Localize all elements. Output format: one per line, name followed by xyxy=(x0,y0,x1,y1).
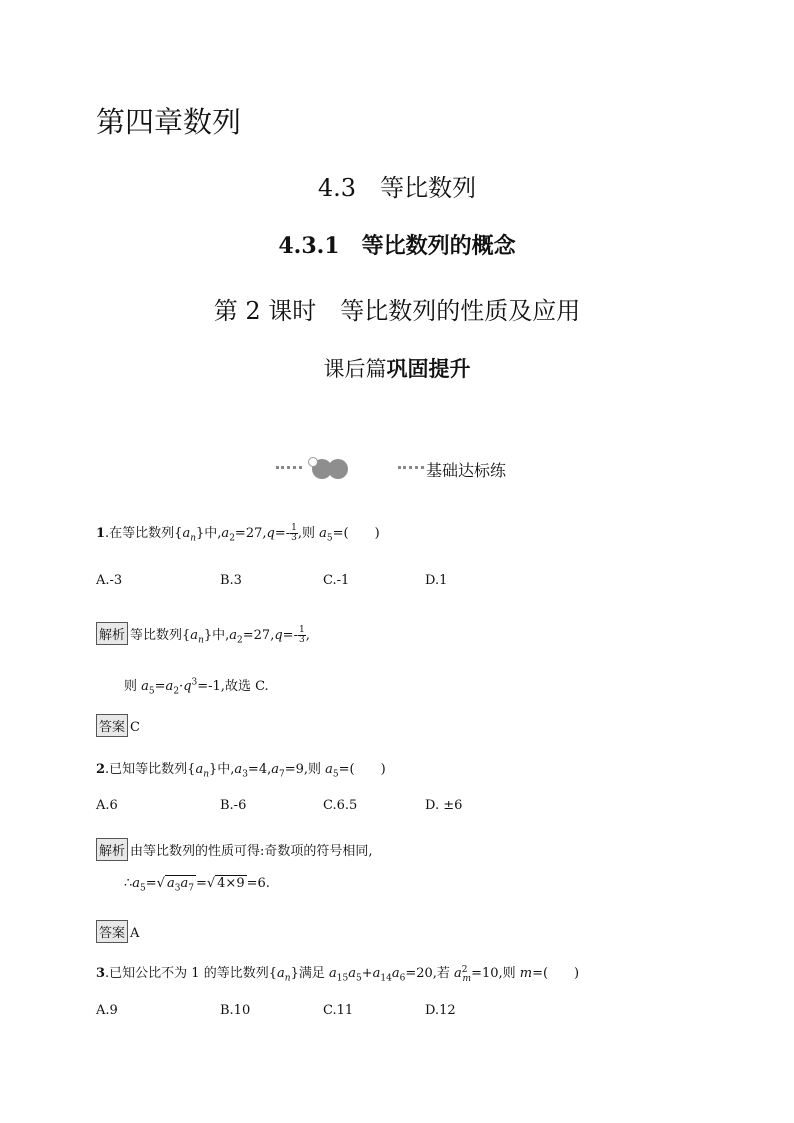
q1-answer xyxy=(96,714,140,737)
q1-option-d: D.1 xyxy=(425,573,448,588)
q3-option-b: B.10 xyxy=(220,1003,251,1018)
question-2: 2.已知等比数列$\{a_n\}$中$,a_3=4,a_7=9$,则 $a_5=$( ) xyxy=(96,762,386,780)
practice-heading xyxy=(0,353,794,383)
answer-tag: 答案 xyxy=(96,714,128,737)
q1-answer-value: C xyxy=(130,720,140,735)
q3-option-c: C.11 xyxy=(323,1003,354,1018)
practice-prefix: 课后篇 xyxy=(323,357,387,381)
level-title: 基础达标练 xyxy=(426,461,507,480)
q2-answer xyxy=(96,920,139,943)
practice-bold: 巩固提升 xyxy=(386,356,471,381)
q2-option-a: A.6 xyxy=(96,798,118,813)
q1-option-a: A.-3 xyxy=(96,573,123,588)
q1-option-c: C.-1 xyxy=(323,573,350,588)
q2-analysis-line2: $\therefore a_5=√$ $a_3a_7$ =√ 4×9 =6. xyxy=(124,876,270,894)
chapter-title: 第四章数列 xyxy=(96,105,242,139)
answer-tag: 答案 xyxy=(96,920,128,943)
q2-number: 2 xyxy=(96,762,106,777)
level-banner xyxy=(0,455,794,481)
q2-answer-value: A xyxy=(130,926,140,941)
dots-right xyxy=(398,466,424,469)
dots-left xyxy=(276,466,302,469)
subsection-title: 4.3.1 等比数列的概念 xyxy=(278,233,516,259)
question-3: 3.已知公比不为 1 的等比数列$\{a_n\}$满足 $a_{15}a_5+a_{14}a_6=20$,若 $a^2_m=10$,则 m=( ) xyxy=(96,964,580,984)
q3-option-d: D.12 xyxy=(425,1003,456,1018)
section-title: 4.3 等比数列 xyxy=(317,174,477,202)
question-1: 1.在等比数列$\{a_n\}$中$,a_2=27,q=-$ $\frac{1}{3}$ ,则 $a_5=$( ) xyxy=(96,523,380,544)
circles-icon xyxy=(312,459,352,479)
analysis-tag: 解析 xyxy=(96,622,128,645)
q3-number: 3 xyxy=(96,966,106,981)
q2-option-d: D. ±6 xyxy=(425,798,463,813)
q2-option-b: B.-6 xyxy=(220,798,247,813)
q1-number: 1 xyxy=(96,526,106,541)
q1-option-b: B.3 xyxy=(220,573,242,588)
q2-analysis-text: 由等比数列的性质可得:奇数项的符号相同, xyxy=(130,844,373,859)
q3-option-a: A.9 xyxy=(96,1003,118,1018)
q2-option-c: C.6.5 xyxy=(323,798,358,813)
analysis-tag: 解析 xyxy=(96,838,128,861)
lesson-title: 第 2 课时 等比数列的性质及应用 xyxy=(213,297,581,325)
q1-analysis-line2: 则 $a_5=a_2\cdot q^3=-1$,故选 C. xyxy=(124,677,269,697)
q1-analysis: 解析 等比数列$\{a_n\}$中$,a_2=27,q=-$ $\frac{1}{3}$ , xyxy=(96,622,310,646)
q2-analysis xyxy=(96,838,373,861)
